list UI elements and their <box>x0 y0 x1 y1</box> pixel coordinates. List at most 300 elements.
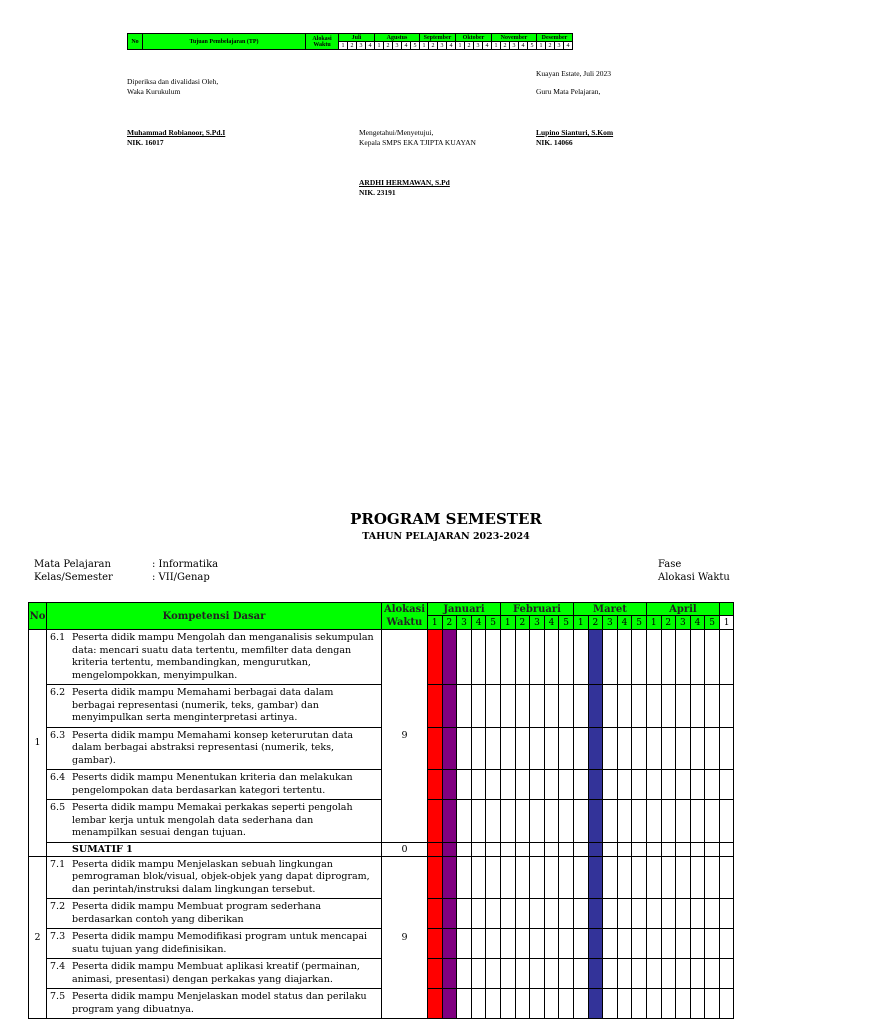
schedule-cell <box>632 899 647 929</box>
schedule-cell <box>719 770 734 800</box>
table-row <box>29 685 734 728</box>
kompetensi-item <box>47 800 382 843</box>
schedule-cell <box>617 727 632 770</box>
waka-nik: NIK. 16017 <box>127 138 164 147</box>
schedule-cell <box>646 842 661 856</box>
schedule-cell <box>530 989 545 1019</box>
schedule-cell <box>500 899 515 929</box>
schedule-cell <box>617 959 632 989</box>
top-week-cell: 2 <box>429 42 438 50</box>
top-week-cell: 1 <box>537 42 546 50</box>
top-week-cell: 4 <box>564 42 573 50</box>
schedule-cell <box>500 989 515 1019</box>
schedule-cell <box>603 856 618 899</box>
schedule-mark-cell <box>428 899 443 929</box>
schedule-cell <box>471 989 486 1019</box>
kd-number: 6.4 <box>50 772 66 783</box>
schedule-mark-cell <box>442 770 457 800</box>
schedule-cell <box>457 770 472 800</box>
schedule-mark-cell <box>588 770 603 800</box>
guru-title: Guru Mata Pelajaran, <box>536 87 601 96</box>
top-week-cell: 1 <box>420 42 429 50</box>
schedule-cell <box>544 685 559 728</box>
schedule-cell <box>719 842 734 856</box>
schedule-cell <box>515 899 530 929</box>
kd-number: 7.5 <box>50 991 66 1002</box>
col-aw: Alokasi Waktu <box>382 603 428 630</box>
schedule-cell <box>661 727 676 770</box>
kd-text: Peserta didik mampu Memahami konsep keterurutan data dalam berbagai abstraksi representasi (numerik, teks, gambar). <box>72 729 354 766</box>
schedule-cell <box>530 800 545 843</box>
schedule-cell <box>544 727 559 770</box>
schedule-cell <box>690 989 705 1019</box>
schedule-cell <box>646 800 661 843</box>
schedule-cell <box>457 929 472 959</box>
schedule-cell <box>661 959 676 989</box>
schedule-cell <box>515 727 530 770</box>
top-week-cell: 3 <box>393 42 402 50</box>
schedule-cell <box>676 929 691 959</box>
schedule-cell <box>559 929 574 959</box>
schedule-cell <box>661 630 676 685</box>
schedule-cell <box>471 929 486 959</box>
schedule-cell <box>573 842 588 856</box>
week-header-cell: 4 <box>544 616 559 630</box>
schedule-cell <box>646 727 661 770</box>
top-week-cell: 1 <box>375 42 384 50</box>
schedule-cell <box>690 959 705 989</box>
schedule-cell <box>457 800 472 843</box>
schedule-cell <box>676 899 691 929</box>
schedule-cell <box>486 842 501 856</box>
kompetensi-item <box>47 929 382 959</box>
kd-number: 7.3 <box>50 931 66 942</box>
top-month-oktober: Oktober <box>456 34 492 42</box>
top-week-cell: 4 <box>519 42 528 50</box>
kompetensi-item <box>47 856 382 899</box>
schedule-cell <box>559 685 574 728</box>
month-extra <box>719 603 734 616</box>
waka-name: Muhammad Robianoor, S.Pd.I <box>127 128 226 137</box>
schedule-cell <box>559 989 574 1019</box>
schedule-cell <box>632 727 647 770</box>
schedule-cell <box>603 959 618 989</box>
schedule-cell <box>559 856 574 899</box>
place-date: Kuayan Estate, Juli 2023 <box>536 69 611 78</box>
top-month-desember: Desember <box>537 34 573 42</box>
schedule-cell <box>486 685 501 728</box>
schedule-mark-cell <box>442 856 457 899</box>
schedule-cell <box>603 685 618 728</box>
schedule-cell <box>471 856 486 899</box>
schedule-cell <box>617 770 632 800</box>
schedule-cell <box>457 727 472 770</box>
schedule-cell <box>515 842 530 856</box>
top-week-cell: 2 <box>546 42 555 50</box>
schedule-cell <box>705 685 720 728</box>
month-april: April <box>646 603 719 616</box>
schedule-cell <box>661 770 676 800</box>
schedule-cell <box>573 899 588 929</box>
schedule-cell <box>573 929 588 959</box>
schedule-cell <box>559 842 574 856</box>
schedule-cell <box>515 770 530 800</box>
schedule-cell <box>471 842 486 856</box>
kd-number: 7.4 <box>50 961 66 972</box>
month-maret: Maret <box>573 603 646 616</box>
schedule-mark-cell <box>588 856 603 899</box>
schedule-mark-cell <box>588 899 603 929</box>
top-week-cell: 4 <box>366 42 375 50</box>
kd-number: 6.5 <box>50 802 66 813</box>
schedule-cell <box>705 899 720 929</box>
schedule-cell <box>559 959 574 989</box>
schedule-cell <box>690 685 705 728</box>
schedule-mark-cell <box>442 929 457 959</box>
top-col-tp: Tujuan Pembelajaran (TP) <box>143 34 306 50</box>
sumatif-alokasi: 0 <box>382 842 428 856</box>
schedule-cell <box>646 959 661 989</box>
schedule-cell <box>719 929 734 959</box>
schedule-cell <box>559 770 574 800</box>
kd-number: 6.3 <box>50 729 66 741</box>
group-alokasi: 9 <box>382 856 428 1019</box>
schedule-cell <box>573 770 588 800</box>
week-header-cell: 2 <box>442 616 457 630</box>
schedule-cell <box>632 856 647 899</box>
schedule-cell <box>486 856 501 899</box>
schedule-cell <box>486 770 501 800</box>
kepala-title: Kepala SMPS EKA TJIPTA KUAYAN <box>359 138 476 147</box>
mapel-label: Mata Pelajaran <box>34 559 111 570</box>
schedule-cell <box>530 685 545 728</box>
month-januari: Januari <box>428 603 501 616</box>
schedule-cell <box>690 630 705 685</box>
schedule-mark-cell <box>428 727 443 770</box>
schedule-cell <box>603 770 618 800</box>
week-header-cell: 4 <box>617 616 632 630</box>
schedule-cell <box>486 630 501 685</box>
schedule-cell <box>457 856 472 899</box>
schedule-cell <box>705 727 720 770</box>
schedule-cell <box>500 685 515 728</box>
schedule-cell <box>646 630 661 685</box>
week-header-cell: 3 <box>603 616 618 630</box>
schedule-cell <box>559 800 574 843</box>
schedule-cell <box>457 630 472 685</box>
table-row <box>29 727 734 770</box>
schedule-cell <box>544 899 559 929</box>
kd-number: 6.1 <box>50 632 66 643</box>
guru-name: Lupino Sianturi, S.Kom <box>536 128 614 137</box>
schedule-cell <box>471 630 486 685</box>
schedule-cell <box>661 800 676 843</box>
schedule-cell <box>676 842 691 856</box>
schedule-mark-cell <box>428 959 443 989</box>
schedule-cell <box>559 727 574 770</box>
schedule-cell <box>486 959 501 989</box>
schedule-cell <box>515 989 530 1019</box>
schedule-cell <box>457 685 472 728</box>
schedule-cell <box>573 727 588 770</box>
table-row <box>29 959 734 989</box>
schedule-cell <box>603 899 618 929</box>
schedule-cell <box>471 899 486 929</box>
top-schedule-table <box>127 33 573 50</box>
schedule-cell <box>690 856 705 899</box>
week-header-cell: 3 <box>457 616 472 630</box>
schedule-cell <box>690 727 705 770</box>
schedule-cell <box>705 929 720 959</box>
schedule-cell <box>559 899 574 929</box>
schedule-cell <box>661 989 676 1019</box>
schedule-cell <box>646 685 661 728</box>
schedule-cell <box>719 899 734 929</box>
schedule-cell <box>676 959 691 989</box>
schedule-cell <box>719 630 734 685</box>
schedule-cell <box>690 770 705 800</box>
alokasi-label: Alokasi Waktu <box>658 572 730 583</box>
schedule-cell <box>705 630 720 685</box>
top-month-november: November <box>492 34 537 42</box>
kd-text: Peserta didik mampu Membuat program sederhana berdasarkan contoh yang diberikan <box>72 901 322 925</box>
schedule-mark-cell <box>428 800 443 843</box>
top-week-cell: 4 <box>447 42 456 50</box>
schedule-cell <box>457 989 472 1019</box>
schedule-mark-cell <box>442 630 457 685</box>
schedule-cell <box>719 959 734 989</box>
top-week-cell: 3 <box>555 42 564 50</box>
week-header-cell: 5 <box>632 616 647 630</box>
schedule-cell <box>632 929 647 959</box>
fase-label: Fase <box>658 559 682 570</box>
schedule-mark-cell <box>442 727 457 770</box>
schedule-cell <box>500 630 515 685</box>
top-week-cell: 3 <box>438 42 447 50</box>
schedule-cell <box>661 929 676 959</box>
schedule-cell <box>603 630 618 685</box>
kd-text: Peserta didik mampu Mengolah dan menganalisis sekumpulan data: mencari suatu data tertentu, memfilter data dengan kriteria tertentu, membandingkan, mengurutkan, mengelompokkan, menyimpulkan. <box>72 632 374 681</box>
kompetensi-item <box>47 959 382 989</box>
schedule-cell <box>705 959 720 989</box>
schedule-cell <box>573 685 588 728</box>
top-week-cell: 1 <box>492 42 501 50</box>
kepala-nik: NIK. 23191 <box>359 188 396 197</box>
schedule-cell <box>690 842 705 856</box>
top-week-cell: 1 <box>339 42 348 50</box>
doc-subtitle: TAHUN PELAJARAN 2023-2024 <box>362 531 530 542</box>
kompetensi-item <box>47 770 382 800</box>
top-month-agustus: Agustus <box>375 34 420 42</box>
table-row <box>29 630 734 685</box>
top-month-juli: Juli <box>339 34 375 42</box>
schedule-mark-cell <box>428 856 443 899</box>
table-row <box>29 989 734 1019</box>
week-header-cell: 2 <box>661 616 676 630</box>
top-week-cell: 2 <box>465 42 474 50</box>
schedule-cell <box>617 630 632 685</box>
schedule-cell <box>500 959 515 989</box>
schedule-cell <box>486 727 501 770</box>
schedule-mark-cell <box>428 630 443 685</box>
top-week-cell: 4 <box>402 42 411 50</box>
schedule-cell <box>544 770 559 800</box>
schedule-cell <box>530 899 545 929</box>
schedule-cell <box>705 989 720 1019</box>
schedule-cell <box>617 800 632 843</box>
week-header-cell: 4 <box>471 616 486 630</box>
schedule-cell <box>617 929 632 959</box>
schedule-cell <box>719 727 734 770</box>
schedule-cell <box>690 899 705 929</box>
kompetensi-item <box>47 685 382 728</box>
top-week-cell: 2 <box>348 42 357 50</box>
week-header-cell: 1 <box>500 616 515 630</box>
schedule-mark-cell <box>442 842 457 856</box>
schedule-cell <box>646 989 661 1019</box>
col-kd: Kompetensi Dasar <box>47 603 382 630</box>
week-header-cell: 1 <box>428 616 443 630</box>
top-week-cell: 3 <box>357 42 366 50</box>
schedule-cell <box>471 770 486 800</box>
schedule-cell <box>471 727 486 770</box>
group-no: 1 <box>29 630 47 857</box>
top-week-cell: 5 <box>528 42 537 50</box>
kd-text: Peserta didik mampu Memahami berbagai data dalam berbagai representasi (numerik, teks, gambar) dan menyimpulkan serta menginterpretasi artinya. <box>72 687 334 723</box>
schedule-cell <box>500 929 515 959</box>
schedule-cell <box>530 929 545 959</box>
schedule-cell <box>661 685 676 728</box>
kompetensi-item <box>47 630 382 685</box>
table-row <box>29 899 734 929</box>
schedule-mark-cell <box>442 685 457 728</box>
schedule-cell <box>544 856 559 899</box>
schedule-cell <box>705 842 720 856</box>
schedule-cell <box>603 727 618 770</box>
schedule-cell <box>457 899 472 929</box>
schedule-cell <box>676 989 691 1019</box>
top-week-cell: 3 <box>510 42 519 50</box>
schedule-mark-cell <box>588 727 603 770</box>
schedule-cell <box>632 770 647 800</box>
guru-nik: NIK. 14066 <box>536 138 573 147</box>
schedule-cell <box>515 959 530 989</box>
schedule-cell <box>676 630 691 685</box>
checked-by: Diperiksa dan divalidasi Oleh, <box>127 77 219 86</box>
week-header-cell: 1 <box>719 616 734 630</box>
schedule-cell <box>661 856 676 899</box>
schedule-cell <box>676 770 691 800</box>
schedule-cell <box>719 685 734 728</box>
week-header-cell: 3 <box>676 616 691 630</box>
schedule-cell <box>500 842 515 856</box>
doc-title: PROGRAM SEMESTER <box>350 510 542 528</box>
top-week-cell: 5 <box>411 42 420 50</box>
top-month-september: September <box>420 34 456 42</box>
schedule-cell <box>544 800 559 843</box>
schedule-cell <box>500 727 515 770</box>
schedule-mark-cell <box>428 770 443 800</box>
kd-text: Peserts didik mampu Menentukan kriteria dan melakukan pengelompokan data berdasarkan kategori tertentu. <box>72 772 353 796</box>
schedule-cell <box>530 630 545 685</box>
schedule-mark-cell <box>442 959 457 989</box>
schedule-cell <box>603 842 618 856</box>
schedule-cell <box>471 959 486 989</box>
schedule-mark-cell <box>428 842 443 856</box>
kd-text: Peserta didik mampu Membuat aplikasi kreatif (permainan, animasi, presentasi) dengan perkakas yang diajarkan. <box>72 961 360 985</box>
schedule-cell <box>603 800 618 843</box>
kompetensi-item <box>47 989 382 1019</box>
kelas-label: Kelas/Semester <box>34 572 113 583</box>
schedule-cell <box>632 989 647 1019</box>
top-week-cell: 4 <box>483 42 492 50</box>
schedule-cell <box>603 929 618 959</box>
table-row <box>29 770 734 800</box>
schedule-cell <box>486 929 501 959</box>
schedule-cell <box>500 770 515 800</box>
schedule-cell <box>457 842 472 856</box>
schedule-cell <box>617 842 632 856</box>
schedule-cell <box>515 685 530 728</box>
schedule-cell <box>617 685 632 728</box>
schedule-mark-cell <box>588 685 603 728</box>
program-semester-table <box>28 602 764 1015</box>
schedule-cell <box>661 842 676 856</box>
schedule-cell <box>617 899 632 929</box>
month-februari: Februari <box>500 603 573 616</box>
schedule-mark-cell <box>588 929 603 959</box>
schedule-cell <box>617 989 632 1019</box>
schedule-cell <box>530 727 545 770</box>
group-no: 2 <box>29 856 47 1019</box>
schedule-cell <box>530 842 545 856</box>
schedule-cell <box>676 685 691 728</box>
schedule-cell <box>471 685 486 728</box>
schedule-cell <box>646 856 661 899</box>
schedule-cell <box>515 929 530 959</box>
schedule-mark-cell <box>442 800 457 843</box>
schedule-cell <box>690 800 705 843</box>
schedule-mark-cell <box>442 899 457 929</box>
schedule-cell <box>573 630 588 685</box>
week-header-cell: 5 <box>559 616 574 630</box>
kd-text: Peserta didik mampu Menjelaskan model status dan perilaku program yang dibuatnya. <box>72 991 367 1015</box>
kd-text: Peserta didik mampu Memakai perkakas seperti pengolah lembar kerja untuk mengolah data sederhana dan menampilkan sesuai dengan tujuan. <box>72 802 353 838</box>
schedule-mark-cell <box>428 989 443 1019</box>
schedule-cell <box>632 800 647 843</box>
schedule-mark-cell <box>588 959 603 989</box>
schedule-cell <box>632 685 647 728</box>
kd-number: 6.2 <box>50 687 66 698</box>
schedule-cell <box>530 959 545 989</box>
sumatif-label: SUMATIF 1 <box>47 842 382 856</box>
schedule-mark-cell <box>588 630 603 685</box>
schedule-mark-cell <box>588 800 603 843</box>
schedule-cell <box>471 800 486 843</box>
schedule-cell <box>530 856 545 899</box>
schedule-cell <box>646 929 661 959</box>
week-header-cell: 5 <box>705 616 720 630</box>
schedule-cell <box>515 856 530 899</box>
top-week-cell: 2 <box>501 42 510 50</box>
schedule-cell <box>559 630 574 685</box>
top-col-aw: Alokasi Waktu <box>306 34 339 50</box>
schedule-mark-cell <box>588 842 603 856</box>
kompetensi-item <box>47 899 382 929</box>
waka-title: Waka Kurukulum <box>127 87 181 96</box>
schedule-cell <box>486 989 501 1019</box>
top-week-cell: 1 <box>456 42 465 50</box>
